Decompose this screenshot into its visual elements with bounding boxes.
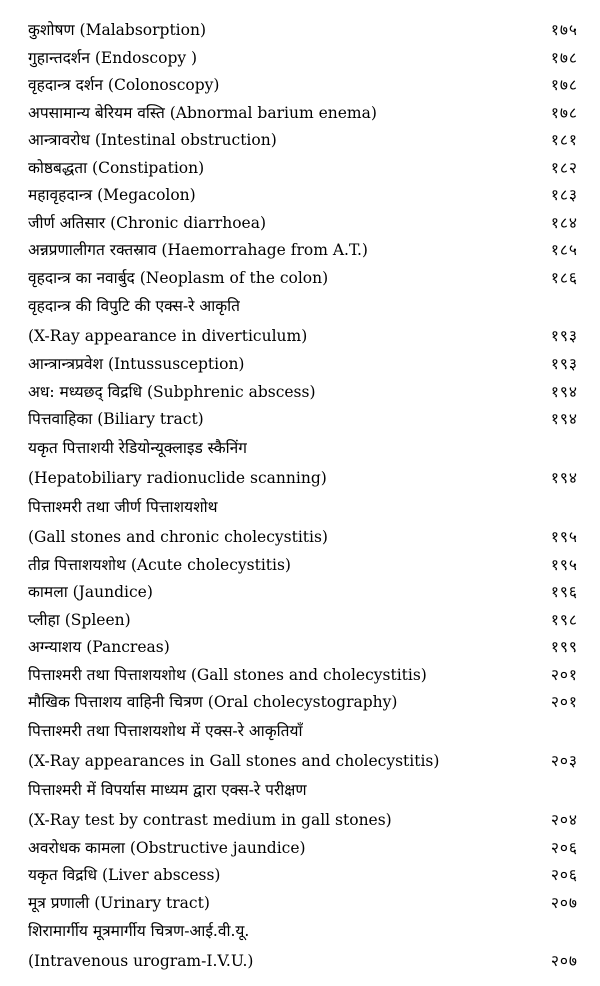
toc-page-number: १९५	[550, 555, 578, 574]
toc-entry	[28, 607, 578, 635]
toc-entry-line	[28, 237, 578, 265]
toc-entry	[28, 835, 578, 863]
toc-entry-title: वृहदान्त्र दर्शन (Colonoscopy)	[28, 76, 220, 94]
toc-entry	[28, 776, 578, 835]
toc-entry-title: प्लीहा (Spleen)	[28, 610, 131, 629]
toc-entry	[28, 579, 578, 607]
toc-entry-line	[28, 379, 578, 407]
toc-entry	[28, 265, 578, 293]
toc-page-number: १८२	[550, 158, 578, 177]
toc-entry-line	[28, 292, 578, 321]
toc-entry-title: पित्ताश्मरी तथा पित्ताशयशोथ में एक्स-रे आकृतियाँ	[28, 721, 303, 740]
toc-page-number: १९४	[550, 410, 578, 428]
toc-entry-line	[28, 182, 578, 210]
toc-page-number: १९३	[550, 327, 578, 345]
toc-entry-title: कामला (Jaundice)	[28, 583, 153, 601]
toc-entry	[28, 210, 578, 238]
toc-entry	[28, 434, 578, 493]
toc-entry-title: पित्तवाहिका (Biliary tract)	[28, 410, 204, 428]
toc-entry-subline	[28, 746, 578, 776]
toc-entry-line	[28, 689, 578, 717]
toc-entry-title: गुहान्तदर्शन (Endoscopy )	[28, 48, 198, 67]
toc-entry	[28, 100, 578, 128]
toc-entry-title: यकृत पित्ताशयी रेडियोन्यूक्लाइड स्कैनिंग	[28, 438, 247, 457]
toc-entry	[28, 72, 578, 100]
toc-entry-title: शिरामार्गीय मूत्रमार्गीय चित्रण-आई.वी.यू.	[28, 922, 250, 940]
toc-entry-title: जीर्ण अतिसार (Chronic diarrhoea)	[28, 213, 266, 232]
toc-page-number: १७५	[550, 21, 578, 39]
toc-page-number: १७८	[550, 48, 578, 67]
toc-entry-title: अन्नप्रणालीगत रक्तस्राव (Haemorrahage from A.T.)	[28, 241, 368, 259]
toc-entry	[28, 662, 578, 690]
toc-entry	[28, 917, 578, 976]
toc-entry-title: (Gall stones and chronic cholecystitis)	[28, 527, 328, 546]
toc-entry-line	[28, 72, 578, 100]
toc-entry-title: (X-Ray test by contrast medium in gall stones)	[28, 810, 392, 829]
toc-entry-title: महावृहदान्त्र (Megacolon)	[28, 186, 196, 204]
toc-entry-title: (X-Ray appearances in Gall stones and cholecystitis)	[28, 751, 440, 770]
toc-page-number: २०३	[550, 751, 578, 770]
toc-entry-title: अध: मध्यछद् विद्रधि (Subphrenic abscess)	[28, 382, 316, 401]
toc-entry-line	[28, 917, 578, 946]
toc-page-number: १९४	[550, 382, 578, 401]
toc-entry-title: यकृत विद्रधि (Liver abscess)	[28, 866, 221, 884]
toc-entry-title: आन्त्रावरोध (Intestinal obstruction)	[28, 131, 277, 149]
toc-page-number: १९५	[550, 527, 578, 546]
toc-entry-line	[28, 265, 578, 293]
toc-entry	[28, 862, 578, 890]
toc-entry-subline	[28, 321, 578, 351]
toc-page-number: १९९	[550, 638, 578, 656]
toc-entry-title: मौखिक पित्ताशय वाहिनी चित्रण (Oral cholecystography)	[28, 693, 398, 711]
toc-page-number: १८१	[550, 131, 578, 149]
toc-entry-title: पित्ताश्मरी तथा पित्ताशयशोथ (Gall stones and cholecystitis)	[28, 665, 427, 684]
toc-page-number: २०६	[550, 866, 578, 884]
toc-entry-title: वृहदान्त्र की विपुटि की एक्स-रे आकृति	[28, 297, 240, 315]
toc-entry-title: पित्ताश्मरी में विपर्यास माध्यम द्वारा एक्स-रे परीक्षण	[28, 780, 307, 799]
toc-entry-title: पित्ताश्मरी तथा जीर्ण पित्ताशयशोथ	[28, 497, 218, 516]
toc-entry	[28, 634, 578, 662]
toc-page-number: १७८	[550, 76, 578, 94]
toc-entry-line	[28, 45, 578, 73]
toc-entry-title: आन्त्रान्त्रप्रवेश (Intussusception)	[28, 355, 245, 373]
toc-page-number: १८६	[550, 268, 578, 287]
toc-entry-line	[28, 579, 578, 607]
toc-page-number: १९६	[550, 583, 578, 601]
toc-entry	[28, 717, 578, 776]
toc-page-number: १७८	[550, 103, 578, 122]
toc-page-number: २०४	[550, 810, 578, 829]
toc-entry	[28, 155, 578, 183]
toc-entry	[28, 406, 578, 434]
toc-entry-subline	[28, 946, 578, 976]
toc-entry-line	[28, 17, 578, 45]
toc-entry-title: अपसामान्य बेरियम वस्ति (Abnormal barium enema)	[28, 103, 377, 122]
toc-entry-line	[28, 100, 578, 128]
toc-entry	[28, 493, 578, 552]
toc-entry-title: कोष्ठबद्धता (Constipation)	[28, 158, 205, 177]
toc-entry-title: अवरोधक कामला (Obstructive jaundice)	[28, 838, 306, 857]
toc-entry-title: (Intravenous urogram-I.V.U.)	[28, 952, 254, 970]
toc-entry-line	[28, 835, 578, 863]
toc-page-number: १९३	[550, 355, 578, 373]
toc-entry-title: वृहदान्त्र का नवार्बुद (Neoplasm of the colon)	[28, 268, 329, 287]
toc-entry	[28, 237, 578, 265]
toc-entry-line	[28, 662, 578, 690]
toc-entry-line	[28, 351, 578, 379]
toc-entry-title: (Hepatobiliary radionuclide scanning)	[28, 468, 327, 487]
toc-entry	[28, 182, 578, 210]
toc-entry-subline	[28, 522, 578, 552]
toc-page-number: २०७	[550, 952, 578, 970]
toc-page-number: २०७	[550, 893, 578, 912]
toc-entry-title: मूत्र प्रणाली (Urinary tract)	[28, 893, 210, 912]
toc-page-number: २०१	[550, 693, 578, 711]
toc-entry-line	[28, 210, 578, 238]
toc-entry	[28, 689, 578, 717]
toc-entry-line	[28, 634, 578, 662]
toc-entry	[28, 292, 578, 351]
toc-entry	[28, 351, 578, 379]
toc-entry-line	[28, 890, 578, 918]
toc-entry-line	[28, 607, 578, 635]
toc-page-number: १८३	[550, 186, 578, 204]
toc-page-number: १९८	[550, 610, 578, 629]
toc-page-number: २०१	[550, 665, 578, 684]
toc-page-number: २०६	[550, 838, 578, 857]
toc-entry-title: अग्न्याशय (Pancreas)	[28, 638, 170, 656]
toc-entry-line	[28, 862, 578, 890]
toc-entry	[28, 17, 578, 45]
toc-entry-title: तीव्र पित्ताशयशोथ (Acute cholecystitis)	[28, 555, 291, 574]
table-of-contents	[28, 17, 578, 976]
toc-page-number: १९४	[550, 468, 578, 487]
toc-entry	[28, 379, 578, 407]
toc-entry	[28, 890, 578, 918]
toc-entry-line	[28, 406, 578, 434]
toc-page-number: १८५	[550, 241, 578, 259]
toc-entry-line	[28, 552, 578, 580]
toc-entry-title: कुशोषण (Malabsorption)	[28, 21, 206, 39]
toc-entry-line	[28, 155, 578, 183]
toc-entry-line	[28, 493, 578, 522]
toc-entry-subline	[28, 805, 578, 835]
toc-entry-line	[28, 434, 578, 463]
toc-page-number: १८४	[550, 213, 578, 232]
toc-entry-line	[28, 776, 578, 805]
toc-entry	[28, 552, 578, 580]
toc-entry-line	[28, 717, 578, 746]
toc-entry-line	[28, 127, 578, 155]
toc-entry	[28, 127, 578, 155]
toc-entry-subline	[28, 463, 578, 493]
toc-entry-title: (X-Ray appearance in diverticulum)	[28, 327, 308, 345]
toc-entry	[28, 45, 578, 73]
